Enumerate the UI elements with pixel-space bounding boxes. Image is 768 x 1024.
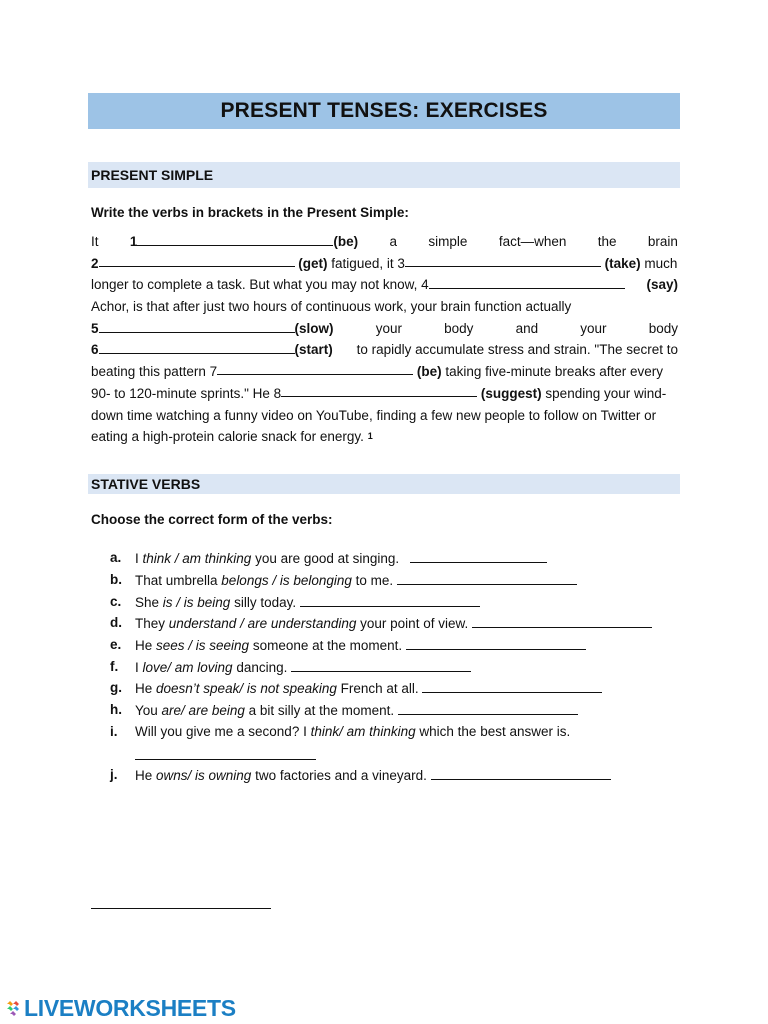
para-line-3: longer to complete a task. But what you may not know, 4 (say): [91, 277, 678, 293]
answer-blank-b[interactable]: [397, 571, 577, 585]
logo-icon: [4, 999, 22, 1019]
section-header-stative-verbs: STATIVE VERBS: [88, 474, 680, 494]
answer-blank-6[interactable]: [99, 340, 295, 354]
list-item: f. I love/ am loving dancing.: [110, 655, 680, 677]
para-line-10: eating a high-protein calorie snack for energy. 1: [91, 426, 678, 448]
list-item: d. They understand / are understanding your point of view.: [110, 612, 680, 634]
list-item: i. Will you give me a second? I think/ am thinking which the best answer is.: [110, 723, 571, 739]
para-line-2: 2 (get) fatigued, it 3 (take) much: [91, 253, 678, 275]
section-header-present-simple: PRESENT SIMPLE: [88, 162, 680, 188]
page-title-bar: [88, 93, 680, 129]
list-item: e. He sees / is seeing someone at the moment.: [110, 634, 680, 656]
list-item: a. I think / am thinking you are good at singing.: [110, 547, 680, 569]
para-line-4: Achor, is that after just two hours of continuous work, your brain function actually: [91, 299, 572, 315]
list-item: c. She is / is being silly today.: [110, 590, 680, 612]
answer-blank-j[interactable]: [431, 766, 611, 780]
list-item-continuation: [110, 742, 680, 764]
list-item: b. That umbrella belongs / is belonging to me.: [110, 569, 680, 591]
answer-blank-2[interactable]: [99, 253, 295, 267]
liveworksheets-logo: LIVEWORKSHEETS: [4, 995, 236, 1022]
answer-blank-7[interactable]: [217, 361, 413, 375]
page-title: PRESENT TENSES: EXERCISES: [220, 99, 548, 122]
answer-blank-1[interactable]: [137, 232, 333, 246]
footnote-marker: 1: [367, 431, 373, 442]
answer-blank-a[interactable]: [410, 549, 547, 563]
para-line-7: beating this pattern 7 (be) taking five-minute breaks after every: [91, 361, 678, 383]
instruction-present-simple: Write the verbs in brackets in the Present Simple:: [91, 205, 409, 220]
para-line-8: 90- to 120-minute sprints." He 8 (suggest) spending your wind-: [91, 383, 678, 405]
answer-blank-5[interactable]: [99, 319, 295, 333]
present-simple-paragraph: [91, 231, 678, 448]
answer-blank-8[interactable]: [281, 383, 477, 397]
para-line-9: down time watching a funny video on YouTube, finding a few new people to follow on Twitter or: [91, 407, 657, 423]
answer-blank-3[interactable]: [405, 253, 601, 267]
list-item: g. He doesn’t speak/ is not speaking French at all.: [110, 677, 680, 699]
answer-blank-g[interactable]: [422, 679, 602, 693]
answer-blank-e[interactable]: [406, 636, 586, 650]
para-line-5: 5 (slow) your body and your body: [91, 320, 678, 336]
answer-blank-h[interactable]: [398, 701, 578, 715]
answer-blank-f[interactable]: [291, 658, 471, 672]
list-item: j. He owns/ is owning two factories and a vineyard.: [110, 764, 680, 786]
answer-blank-d[interactable]: [472, 614, 652, 628]
para-line-1: It 1 (be) a simple fact—when the brain: [91, 234, 678, 249]
stative-verbs-list: [110, 547, 680, 786]
list-item: h. You are/ are being a bit silly at the moment.: [110, 699, 680, 721]
footnote-separator: [91, 908, 271, 909]
instruction-stative-verbs: Choose the correct form of the verbs:: [91, 512, 333, 527]
answer-blank-i[interactable]: [135, 746, 316, 760]
para-line-6: 6 (start) to rapidly accumulate stress and strain. "The secret to: [91, 342, 678, 358]
answer-blank-c[interactable]: [300, 593, 480, 607]
answer-blank-4[interactable]: [429, 275, 625, 289]
